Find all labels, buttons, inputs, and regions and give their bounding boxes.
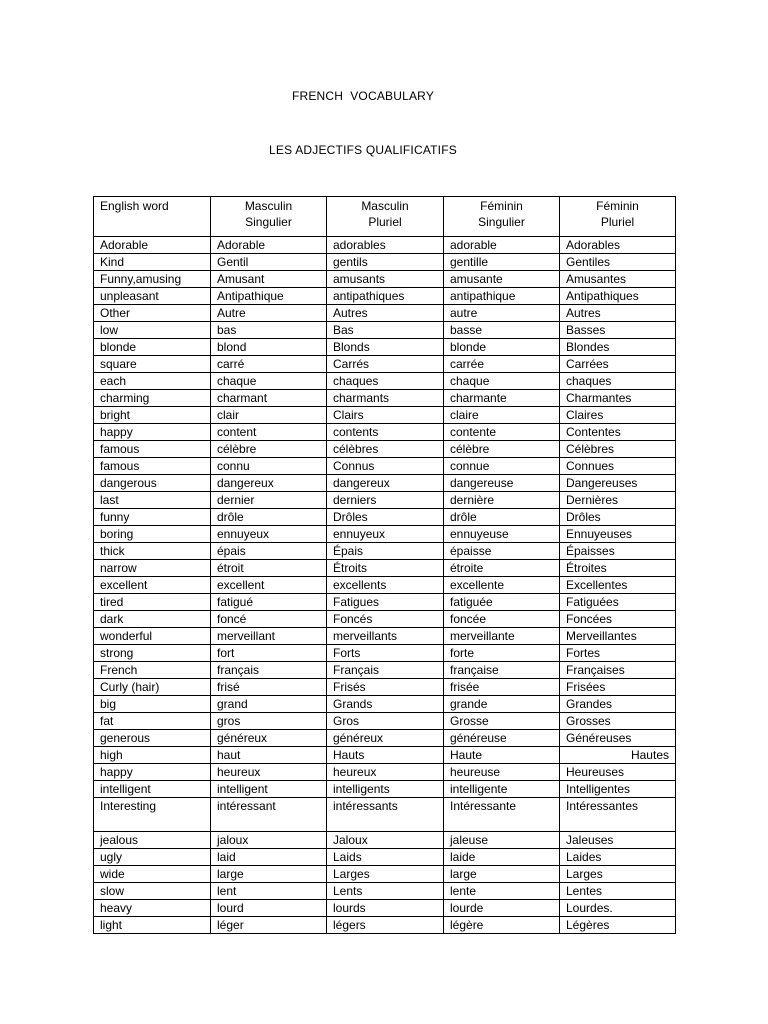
cell-masculin-pluriel: légers xyxy=(327,917,444,934)
cell-feminin-pluriel: Drôles xyxy=(560,509,676,526)
cell-masculin-singulier: dernier xyxy=(211,492,327,509)
table-row xyxy=(94,271,676,288)
cell-masculin-singulier: carré xyxy=(211,356,327,373)
header-line: Pluriel xyxy=(368,215,402,229)
cell-masculin-pluriel: Lents xyxy=(327,883,444,900)
cell-feminin-singulier: adorable xyxy=(444,237,560,254)
cell-feminin-singulier: laide xyxy=(444,849,560,866)
table-row xyxy=(94,577,676,594)
cell-english-word: low xyxy=(94,322,211,339)
cell-feminin-pluriel: Charmantes xyxy=(560,390,676,407)
cell-masculin-pluriel: ennuyeux xyxy=(327,526,444,543)
cell-feminin-singulier: contente xyxy=(444,424,560,441)
table-row xyxy=(94,900,676,917)
cell-masculin-singulier: généreux xyxy=(211,730,327,747)
header-masculin-pluriel xyxy=(327,197,444,237)
cell-feminin-singulier: Haute xyxy=(444,747,560,764)
page-title: FRENCH VOCABULARY xyxy=(291,89,435,103)
cell-masculin-singulier: foncé xyxy=(211,611,327,628)
cell-masculin-pluriel: Larges xyxy=(327,866,444,883)
cell-feminin-singulier: amusante xyxy=(444,271,560,288)
table-row xyxy=(94,594,676,611)
cell-feminin-pluriel: Intéressantes xyxy=(560,798,676,832)
cell-masculin-pluriel: Drôles xyxy=(327,509,444,526)
cell-english-word: jealous xyxy=(94,832,211,849)
table-row xyxy=(94,747,676,764)
cell-feminin-pluriel: Autres xyxy=(560,305,676,322)
cell-feminin-singulier: chaque xyxy=(444,373,560,390)
table-row xyxy=(94,713,676,730)
header-row xyxy=(94,197,676,237)
table-row xyxy=(94,305,676,322)
cell-masculin-pluriel: Connus xyxy=(327,458,444,475)
cell-masculin-singulier: jaloux xyxy=(211,832,327,849)
cell-masculin-pluriel: généreux xyxy=(327,730,444,747)
cell-english-word: happy xyxy=(94,764,211,781)
cell-feminin-singulier: lente xyxy=(444,883,560,900)
cell-english-word: light xyxy=(94,917,211,934)
cell-feminin-pluriel: Légères xyxy=(560,917,676,934)
table-row xyxy=(94,798,676,832)
table-row xyxy=(94,356,676,373)
vocabulary-table-body xyxy=(94,237,676,934)
cell-feminin-pluriel: Merveillantes xyxy=(560,628,676,645)
cell-english-word: Other xyxy=(94,305,211,322)
cell-english-word: slow xyxy=(94,883,211,900)
cell-masculin-pluriel: Carrés xyxy=(327,356,444,373)
cell-english-word: funny xyxy=(94,509,211,526)
table-row xyxy=(94,322,676,339)
cell-english-word: Funny,amusing xyxy=(94,271,211,288)
table-row xyxy=(94,611,676,628)
cell-english-word: thick xyxy=(94,543,211,560)
cell-feminin-singulier: frisée xyxy=(444,679,560,696)
cell-masculin-pluriel: Hauts xyxy=(327,747,444,764)
table-row xyxy=(94,832,676,849)
cell-feminin-pluriel: Hautes xyxy=(560,747,676,764)
cell-masculin-singulier: Amusant xyxy=(211,271,327,288)
table-row xyxy=(94,696,676,713)
cell-feminin-pluriel: Contentes xyxy=(560,424,676,441)
table-row xyxy=(94,543,676,560)
cell-feminin-singulier: large xyxy=(444,866,560,883)
header-feminin-singulier xyxy=(444,197,560,237)
cell-feminin-singulier: charmante xyxy=(444,390,560,407)
cell-feminin-singulier: ennuyeuse xyxy=(444,526,560,543)
cell-feminin-pluriel: Laides xyxy=(560,849,676,866)
cell-masculin-singulier: Adorable xyxy=(211,237,327,254)
cell-masculin-pluriel: célèbres xyxy=(327,441,444,458)
cell-masculin-pluriel: Grands xyxy=(327,696,444,713)
table-row xyxy=(94,339,676,356)
cell-english-word: heavy xyxy=(94,900,211,917)
cell-english-word: famous xyxy=(94,458,211,475)
cell-english-word: high xyxy=(94,747,211,764)
table-row xyxy=(94,475,676,492)
cell-feminin-singulier: jaleuse xyxy=(444,832,560,849)
cell-feminin-singulier: épaisse xyxy=(444,543,560,560)
table-row xyxy=(94,390,676,407)
cell-masculin-pluriel: amusants xyxy=(327,271,444,288)
table-row xyxy=(94,254,676,271)
cell-masculin-singulier: ennuyeux xyxy=(211,526,327,543)
cell-feminin-pluriel: Blondes xyxy=(560,339,676,356)
cell-feminin-singulier: forte xyxy=(444,645,560,662)
header-english-word xyxy=(94,197,211,237)
cell-masculin-pluriel: Jaloux xyxy=(327,832,444,849)
cell-feminin-pluriel: Claires xyxy=(560,407,676,424)
cell-masculin-singulier: Autre xyxy=(211,305,327,322)
cell-feminin-pluriel: Lentes xyxy=(560,883,676,900)
vocabulary-table-header xyxy=(94,197,676,237)
cell-masculin-singulier: épais xyxy=(211,543,327,560)
cell-feminin-singulier: heureuse xyxy=(444,764,560,781)
cell-feminin-singulier: dernière xyxy=(444,492,560,509)
cell-feminin-singulier: blonde xyxy=(444,339,560,356)
cell-english-word: generous xyxy=(94,730,211,747)
table-row xyxy=(94,492,676,509)
cell-feminin-singulier: excellente xyxy=(444,577,560,594)
cell-masculin-singulier: connu xyxy=(211,458,327,475)
cell-masculin-pluriel: Laids xyxy=(327,849,444,866)
cell-masculin-singulier: bas xyxy=(211,322,327,339)
table-row xyxy=(94,509,676,526)
cell-feminin-singulier: étroite xyxy=(444,560,560,577)
cell-english-word: Kind xyxy=(94,254,211,271)
cell-feminin-pluriel: Grandes xyxy=(560,696,676,713)
table-row xyxy=(94,628,676,645)
cell-masculin-pluriel: antipathiques xyxy=(327,288,444,305)
cell-masculin-pluriel: merveillants xyxy=(327,628,444,645)
cell-masculin-pluriel: heureux xyxy=(327,764,444,781)
cell-masculin-singulier: français xyxy=(211,662,327,679)
cell-masculin-singulier: merveillant xyxy=(211,628,327,645)
cell-masculin-pluriel: Clairs xyxy=(327,407,444,424)
cell-masculin-singulier: grand xyxy=(211,696,327,713)
cell-feminin-singulier: autre xyxy=(444,305,560,322)
cell-feminin-singulier: claire xyxy=(444,407,560,424)
cell-english-word: dangerous xyxy=(94,475,211,492)
cell-english-word: intelligent xyxy=(94,781,211,798)
table-row xyxy=(94,424,676,441)
cell-feminin-pluriel: Étroites xyxy=(560,560,676,577)
header-line: Féminin xyxy=(480,199,523,213)
header-feminin-pluriel xyxy=(560,197,676,237)
cell-feminin-singulier: française xyxy=(444,662,560,679)
cell-feminin-pluriel: Antipathiques xyxy=(560,288,676,305)
cell-masculin-singulier: léger xyxy=(211,917,327,934)
cell-masculin-singulier: clair xyxy=(211,407,327,424)
table-row xyxy=(94,849,676,866)
vocabulary-table xyxy=(93,196,676,934)
cell-feminin-pluriel: Fatiguées xyxy=(560,594,676,611)
cell-masculin-pluriel: intelligents xyxy=(327,781,444,798)
table-row xyxy=(94,237,676,254)
cell-masculin-pluriel: excellents xyxy=(327,577,444,594)
cell-feminin-pluriel: Carrées xyxy=(560,356,676,373)
cell-feminin-pluriel: Lourdes. xyxy=(560,900,676,917)
cell-masculin-pluriel: Forts xyxy=(327,645,444,662)
table-row xyxy=(94,458,676,475)
table-row xyxy=(94,679,676,696)
cell-feminin-pluriel: Amusantes xyxy=(560,271,676,288)
cell-feminin-pluriel: Connues xyxy=(560,458,676,475)
cell-masculin-pluriel: Frisés xyxy=(327,679,444,696)
cell-english-word: Interesting xyxy=(94,798,211,832)
cell-masculin-singulier: blond xyxy=(211,339,327,356)
cell-english-word: famous xyxy=(94,441,211,458)
cell-feminin-singulier: Intéressante xyxy=(444,798,560,832)
cell-masculin-singulier: heureux xyxy=(211,764,327,781)
cell-masculin-singulier: drôle xyxy=(211,509,327,526)
cell-english-word: tired xyxy=(94,594,211,611)
cell-feminin-pluriel: Larges xyxy=(560,866,676,883)
cell-feminin-pluriel: Intelligentes xyxy=(560,781,676,798)
cell-masculin-pluriel: Français xyxy=(327,662,444,679)
cell-feminin-singulier: légère xyxy=(444,917,560,934)
cell-masculin-pluriel: Foncés xyxy=(327,611,444,628)
cell-english-word: big xyxy=(94,696,211,713)
cell-masculin-singulier: gros xyxy=(211,713,327,730)
cell-english-word: narrow xyxy=(94,560,211,577)
cell-feminin-singulier: foncée xyxy=(444,611,560,628)
cell-feminin-singulier: basse xyxy=(444,322,560,339)
cell-masculin-singulier: intéressant xyxy=(211,798,327,832)
cell-feminin-pluriel: Grosses xyxy=(560,713,676,730)
cell-masculin-pluriel: derniers xyxy=(327,492,444,509)
cell-english-word: each xyxy=(94,373,211,390)
cell-masculin-pluriel: contents xyxy=(327,424,444,441)
cell-masculin-pluriel: Autres xyxy=(327,305,444,322)
table-row xyxy=(94,373,676,390)
cell-masculin-singulier: célèbre xyxy=(211,441,327,458)
cell-feminin-pluriel: Basses xyxy=(560,322,676,339)
header-line: English word xyxy=(100,199,169,213)
cell-feminin-singulier: carrée xyxy=(444,356,560,373)
cell-masculin-pluriel: intéressants xyxy=(327,798,444,832)
cell-feminin-singulier: fatiguée xyxy=(444,594,560,611)
cell-masculin-pluriel: Blonds xyxy=(327,339,444,356)
cell-english-word: ugly xyxy=(94,849,211,866)
header-line: Féminin xyxy=(596,199,639,213)
header-line: Masculin xyxy=(361,199,409,213)
cell-english-word: charming xyxy=(94,390,211,407)
cell-feminin-singulier: généreuse xyxy=(444,730,560,747)
cell-feminin-singulier: intelligente xyxy=(444,781,560,798)
cell-english-word: excellent xyxy=(94,577,211,594)
cell-feminin-singulier: drôle xyxy=(444,509,560,526)
cell-feminin-pluriel: Dernières xyxy=(560,492,676,509)
cell-masculin-pluriel: Bas xyxy=(327,322,444,339)
table-row xyxy=(94,764,676,781)
cell-masculin-singulier: Antipathique xyxy=(211,288,327,305)
cell-feminin-singulier: merveillante xyxy=(444,628,560,645)
header-line: Singulier xyxy=(478,215,525,229)
cell-masculin-singulier: frisé xyxy=(211,679,327,696)
cell-masculin-pluriel: adorables xyxy=(327,237,444,254)
cell-feminin-singulier: célèbre xyxy=(444,441,560,458)
cell-feminin-singulier: lourde xyxy=(444,900,560,917)
cell-english-word: last xyxy=(94,492,211,509)
cell-masculin-pluriel: Épais xyxy=(327,543,444,560)
cell-masculin-pluriel: chaques xyxy=(327,373,444,390)
table-row xyxy=(94,526,676,543)
table-row xyxy=(94,288,676,305)
cell-masculin-singulier: Gentil xyxy=(211,254,327,271)
table-row xyxy=(94,883,676,900)
cell-feminin-singulier: dangereuse xyxy=(444,475,560,492)
table-row xyxy=(94,407,676,424)
table-row xyxy=(94,441,676,458)
cell-masculin-pluriel: gentils xyxy=(327,254,444,271)
cell-masculin-singulier: haut xyxy=(211,747,327,764)
cell-english-word: square xyxy=(94,356,211,373)
cell-feminin-pluriel: Françaises xyxy=(560,662,676,679)
cell-english-word: dark xyxy=(94,611,211,628)
cell-masculin-pluriel: Étroits xyxy=(327,560,444,577)
header-line: Pluriel xyxy=(600,215,635,229)
cell-feminin-pluriel: Jaleuses xyxy=(560,832,676,849)
cell-feminin-pluriel: chaques xyxy=(560,373,676,390)
cell-masculin-singulier: large xyxy=(211,866,327,883)
cell-feminin-pluriel: Épaisses xyxy=(560,543,676,560)
cell-feminin-pluriel: Fortes xyxy=(560,645,676,662)
cell-masculin-pluriel: lourds xyxy=(327,900,444,917)
header-line: Masculin xyxy=(244,199,293,213)
table-row xyxy=(94,662,676,679)
table-row xyxy=(94,560,676,577)
cell-masculin-singulier: charmant xyxy=(211,390,327,407)
cell-english-word: strong xyxy=(94,645,211,662)
table-row xyxy=(94,917,676,934)
cell-english-word: blonde xyxy=(94,339,211,356)
cell-feminin-pluriel: Adorables xyxy=(560,237,676,254)
cell-masculin-singulier: excellent xyxy=(211,577,327,594)
cell-english-word: bright xyxy=(94,407,211,424)
cell-masculin-singulier: intelligent xyxy=(211,781,327,798)
cell-masculin-singulier: lourd xyxy=(211,900,327,917)
cell-feminin-singulier: Grosse xyxy=(444,713,560,730)
cell-feminin-pluriel: Généreuses xyxy=(560,730,676,747)
cell-english-word: wonderful xyxy=(94,628,211,645)
cell-feminin-pluriel: Foncées xyxy=(560,611,676,628)
table-row xyxy=(94,730,676,747)
cell-masculin-singulier: content xyxy=(211,424,327,441)
cell-feminin-singulier: connue xyxy=(444,458,560,475)
cell-feminin-pluriel: Frisées xyxy=(560,679,676,696)
cell-english-word: French xyxy=(94,662,211,679)
cell-masculin-singulier: fort xyxy=(211,645,327,662)
table-row xyxy=(94,866,676,883)
cell-english-word: happy xyxy=(94,424,211,441)
cell-masculin-pluriel: dangereux xyxy=(327,475,444,492)
cell-masculin-singulier: chaque xyxy=(211,373,327,390)
cell-feminin-pluriel: Dangereuses xyxy=(560,475,676,492)
cell-masculin-singulier: laid xyxy=(211,849,327,866)
header-masculin-singulier xyxy=(211,197,327,237)
cell-feminin-pluriel: Célèbres xyxy=(560,441,676,458)
cell-english-word: boring xyxy=(94,526,211,543)
table-row xyxy=(94,781,676,798)
cell-feminin-singulier: gentille xyxy=(444,254,560,271)
cell-feminin-pluriel: Gentiles xyxy=(560,254,676,271)
cell-masculin-singulier: étroit xyxy=(211,560,327,577)
cell-feminin-pluriel: Heureuses xyxy=(560,764,676,781)
cell-english-word: Curly (hair) xyxy=(94,679,211,696)
cell-masculin-pluriel: charmants xyxy=(327,390,444,407)
cell-masculin-singulier: lent xyxy=(211,883,327,900)
cell-masculin-pluriel: Fatigues xyxy=(327,594,444,611)
cell-feminin-singulier: antipathique xyxy=(444,288,560,305)
cell-english-word: Adorable xyxy=(94,237,211,254)
cell-feminin-singulier: grande xyxy=(444,696,560,713)
cell-english-word: fat xyxy=(94,713,211,730)
cell-feminin-pluriel: Excellentes xyxy=(560,577,676,594)
cell-masculin-singulier: fatigué xyxy=(211,594,327,611)
cell-english-word: unpleasant xyxy=(94,288,211,305)
header-line: Singulier xyxy=(245,215,292,229)
cell-masculin-pluriel: Gros xyxy=(327,713,444,730)
cell-feminin-pluriel: Ennuyeuses xyxy=(560,526,676,543)
page-subtitle: LES ADJECTIFS QUALIFICATIFS xyxy=(269,143,457,157)
table-row xyxy=(94,645,676,662)
cell-masculin-singulier: dangereux xyxy=(211,475,327,492)
cell-english-word: wide xyxy=(94,866,211,883)
